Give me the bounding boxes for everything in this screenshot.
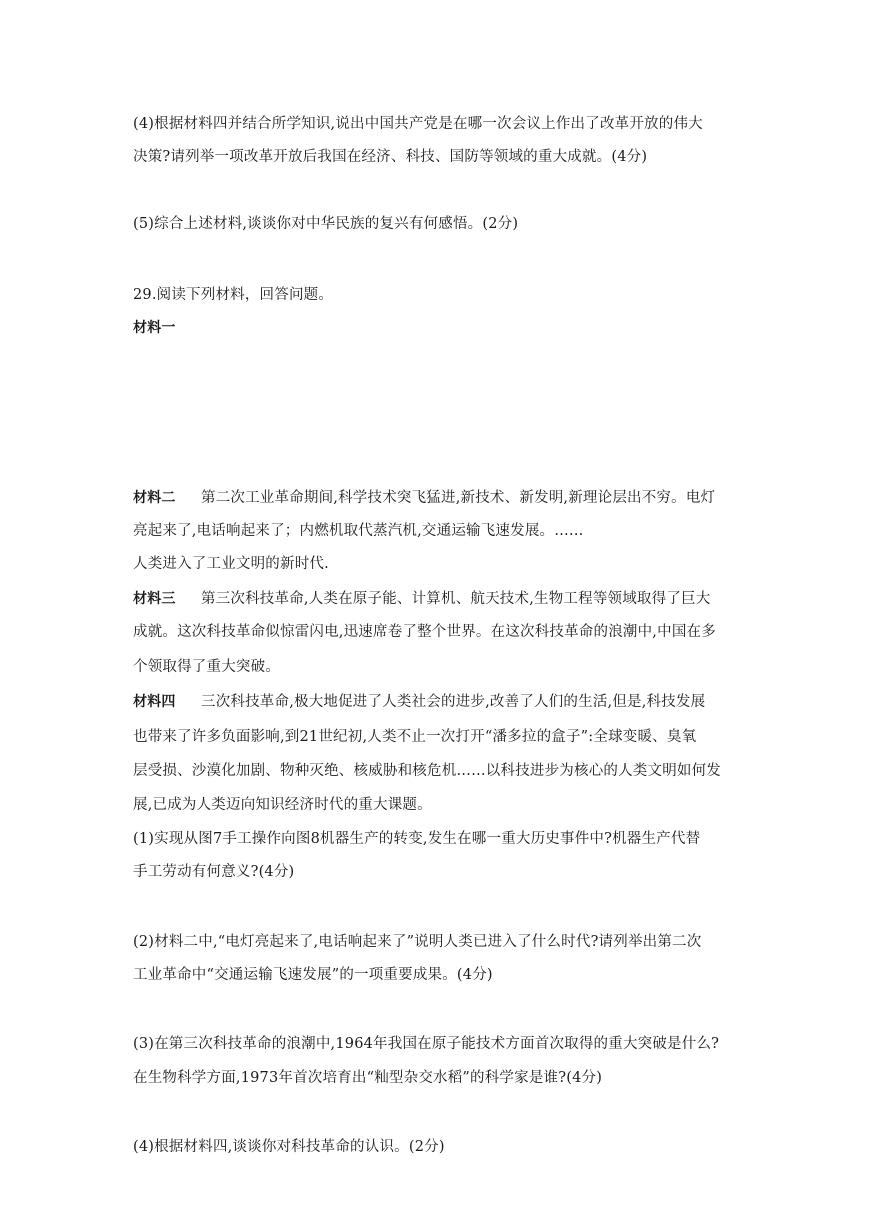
- material4-line2: 也带来了许多负面影响,到21世纪初,人类不止一次打开“潘多拉的盒子”:全球变暖、臭氧: [133, 729, 697, 745]
- q29-question1-line2: 手工劳动有何意义?(4分): [133, 864, 295, 880]
- material1-label: 材料一: [133, 320, 176, 336]
- q29-question1-line1: (1)实现从图7手工操作向图8机器生产的转变,发生在哪一重大历史事件中?机器生产代替: [133, 831, 701, 847]
- material3-line2: 成就。这次科技革命似惊雷闪电,迅速席卷了整个世界。在这次科技革命的浪潮中,中国在多: [133, 624, 716, 640]
- material3-line3: 个领取得了重大突破。: [133, 659, 280, 675]
- q29-question4: (4)根据材料四,谈谈你对科技革命的认识。(2分): [133, 1139, 445, 1155]
- material4-label: 材料四: [133, 694, 176, 710]
- q28-item5: (5)综合上述材料,谈谈你对中华民族的复兴有何感悟。(2分): [133, 216, 519, 232]
- q29-title: 29.阅读下列材料，回答问题。: [133, 287, 334, 303]
- q28-item4-line1: (4)根据材料四并结合所学知识,说出中国共产党是在哪一次会议上作出了改革开放的伟大: [133, 116, 703, 132]
- q29-question3-line1: (3)在第三次科技革命的浪潮中,1964年我国在原子能技术方面首次取得的重大突破是什么?: [133, 1036, 720, 1052]
- material3-text-1: 第三次科技革命,人类在原子能、计算机、航天技术,生物工程等领域取得了巨大: [201, 591, 711, 607]
- material3-label: 材料三: [133, 591, 176, 607]
- q28-item4-line2: 决策?请列举一项改革开放后我国在经济、科技、国防等领域的重大成就。(4分): [133, 149, 648, 165]
- q29-question2-line2: 工业革命中“交通运输飞速发展”的一项重要成果。(4分): [133, 967, 493, 983]
- material2-line1: [133, 488, 753, 508]
- material1-image-area: [133, 350, 753, 470]
- material2-text-1: 第二次工业革命期间,科学技术突飞猛进,新技术、新发明,新理论层出不穷。电灯: [201, 490, 716, 506]
- material4-text-1: 三次科技革命,极大地促进了人类社会的进步,改善了人们的生活,但是,科技发展: [201, 694, 706, 710]
- material2-line3: 人类进入了工业文明的新时代.: [133, 556, 329, 572]
- q29-question3-line2: 在生物科学方面,1973年首次培育出“籼型杂交水稻”的科学家是谁?(4分): [133, 1070, 603, 1086]
- material4-line4: 展,已成为人类迈向知识经济时代的重大课题。: [133, 797, 432, 813]
- material4-line3: 层受损、沙漠化加剧、物种灭绝、核威胁和核危机……以科技进步为核心的人类文明如何发: [133, 763, 721, 779]
- material3-line1: [133, 589, 753, 609]
- material2-label: 材料二: [133, 490, 176, 506]
- material2-line2: 亮起来了,电话响起来了；内燃机取代蒸汽机,交通运输飞速发展。……: [133, 523, 584, 539]
- q29-question2-line1: (2)材料二中,“电灯亮起来了,电话响起来了”说明人类已进入了什么时代?请列举出第二次: [133, 934, 702, 950]
- material4-line1: [133, 692, 753, 712]
